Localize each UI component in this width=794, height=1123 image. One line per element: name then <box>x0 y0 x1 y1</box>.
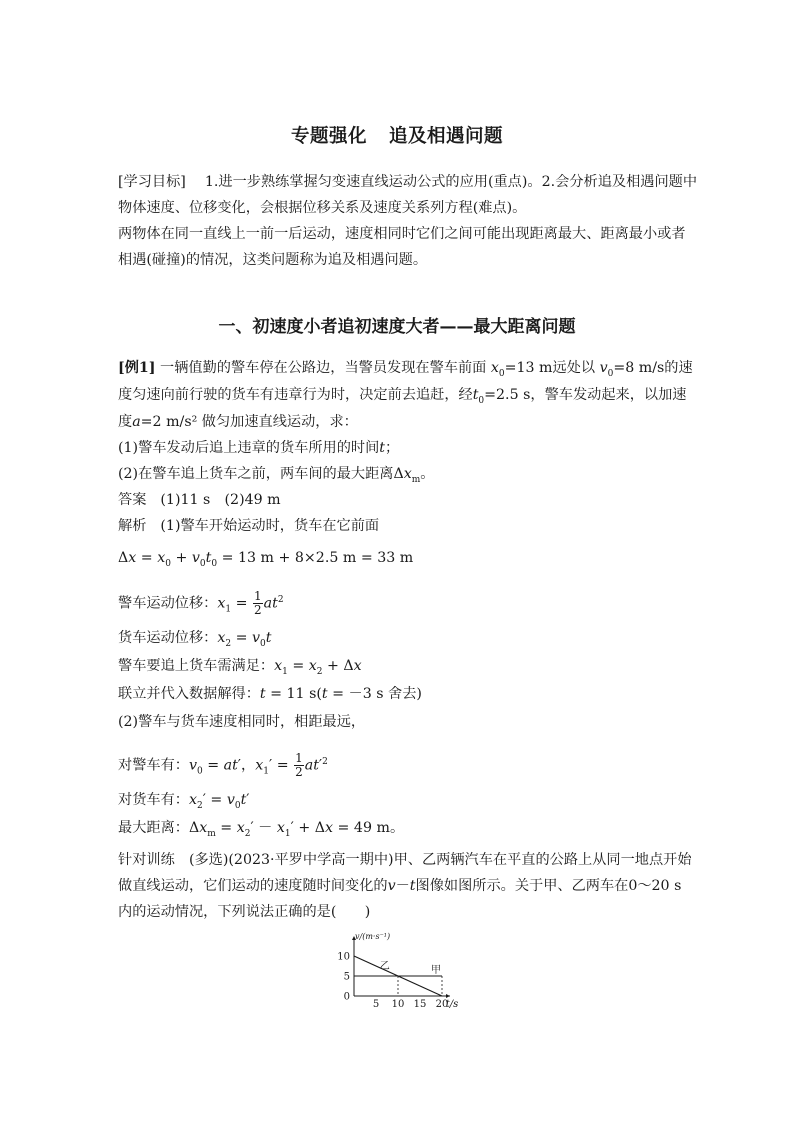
series-label-jia: 甲 <box>431 965 441 976</box>
analysis-label: 解析 <box>118 518 147 534</box>
x-tick-label: 5 <box>372 999 380 1010</box>
intro-line-2: 相遇(碰撞)的情况，这类问题称为追及相遇问题。 <box>118 252 428 268</box>
y-tick-label: 5 <box>343 971 350 983</box>
equation-delta-x: $\Delta x = x_0 + v_0t_0 = 13$ m + 8×2.5 m = 33 m <box>118 550 414 569</box>
x-tick-label: 15 <box>413 999 427 1010</box>
equation-police-velocity: 对警车有：$v_0 = at'$，$x_1'$ = $\frac{1}{2}$ $at'^2$ <box>118 751 328 780</box>
equation-max-distance: 最大距离：$\Delta x_m = x_2' - x_1' + \Delta x = 49$ m。 <box>118 820 405 839</box>
equation-solution: 联立并代入数据解得：t = 11 s(t = －3 s 舍去) <box>118 686 422 702</box>
x-tick-label: 10 <box>391 999 405 1010</box>
example-line-1: [例1] 一辆值勤的警车停在公路边，当警员发现在警车前面 $x_0=13$ m远处以 $v_0=8$ m/s的速 <box>118 360 693 379</box>
answer <box>118 490 281 510</box>
equation-police-displacement: 警车运动位移：$x_1$ = $\frac{1}{2}$ $at^2$ <box>118 589 284 618</box>
training-line-3: 内的运动情况，下列说法正确的是( ) <box>118 904 371 920</box>
example-line-2: 度匀速向前行驶的货车有违章行为时，决定前去追赶，经$t_0=2.5$ s，警车发动起来，以加速 <box>118 387 687 406</box>
answer-value: (1)11 s (2)49 m <box>160 492 281 508</box>
series-label-yi: 乙 <box>379 961 390 972</box>
section-heading: 一、初速度小者追初速度大者——最大距离问题 <box>218 317 576 337</box>
objectives-line-1: [学习目标] 1.进一步熟练掌握匀变速直线运动公式的应用(重点)。2.会分析追及相遇问题中 <box>118 174 698 190</box>
x-tick-label: 20 <box>435 999 449 1010</box>
example-tag: [例1] <box>118 360 156 376</box>
y-tick-label: 10 <box>337 951 350 963</box>
page-title: 专题强化 追及相遇问题 <box>290 126 504 147</box>
equation-catch-condition: 警车要追上货车需满足：$x_1 = x_2 + \Delta x$ <box>118 658 362 677</box>
question-1: (1)警车发动后追上违章的货车所用的时间t； <box>118 440 400 456</box>
equation-truck-displacement: 货车运动位移：$x_2 = v_0t$ <box>118 630 272 649</box>
objectives-tag: [学习目标] <box>118 174 186 190</box>
y-tick-label: 0 <box>343 991 350 1003</box>
equation-truck-velocity: 对货车有：$x_2' = v_0t'$ <box>118 792 250 811</box>
x-axis-arrow <box>446 994 450 998</box>
example-line-3: 度a=2 m/s² 做匀加速直线运动，求： <box>118 414 358 430</box>
part-2-line: (2)警车与货车速度相同时，相距最远， <box>118 714 366 730</box>
y-axis-label: v/(m·s⁻¹) <box>355 932 391 941</box>
analysis-line-1: 解析 (1)警车开始运动时，货车在它前面 <box>118 518 380 534</box>
vt-chart <box>332 930 462 1010</box>
training-line-2: 做直线运动，它们运动的速度随时间变化的v－t图像如图所示。关于甲、乙两车在0～20 s <box>118 878 682 894</box>
question-2: (2)在警车追上货车之前，两车间的最大距离$\Delta x_m$。 <box>118 466 435 485</box>
x-axis-label: t/s <box>445 999 459 1010</box>
training-line-1: 针对训练 (多选)(2023·平罗中学高一期中)甲、乙两辆汽车在平直的公路上从同一地点开始 <box>118 852 692 868</box>
intro-line-1: 两物体在同一直线上一前一后运动，速度相同时它们之间可能出现距离最大、距离最小或者 <box>118 226 686 242</box>
objectives-line-2: 物体速度、位移变化，会根据位移关系及速度关系列方程(难点)。 <box>118 200 527 216</box>
answer-label: 答案 <box>118 492 147 508</box>
